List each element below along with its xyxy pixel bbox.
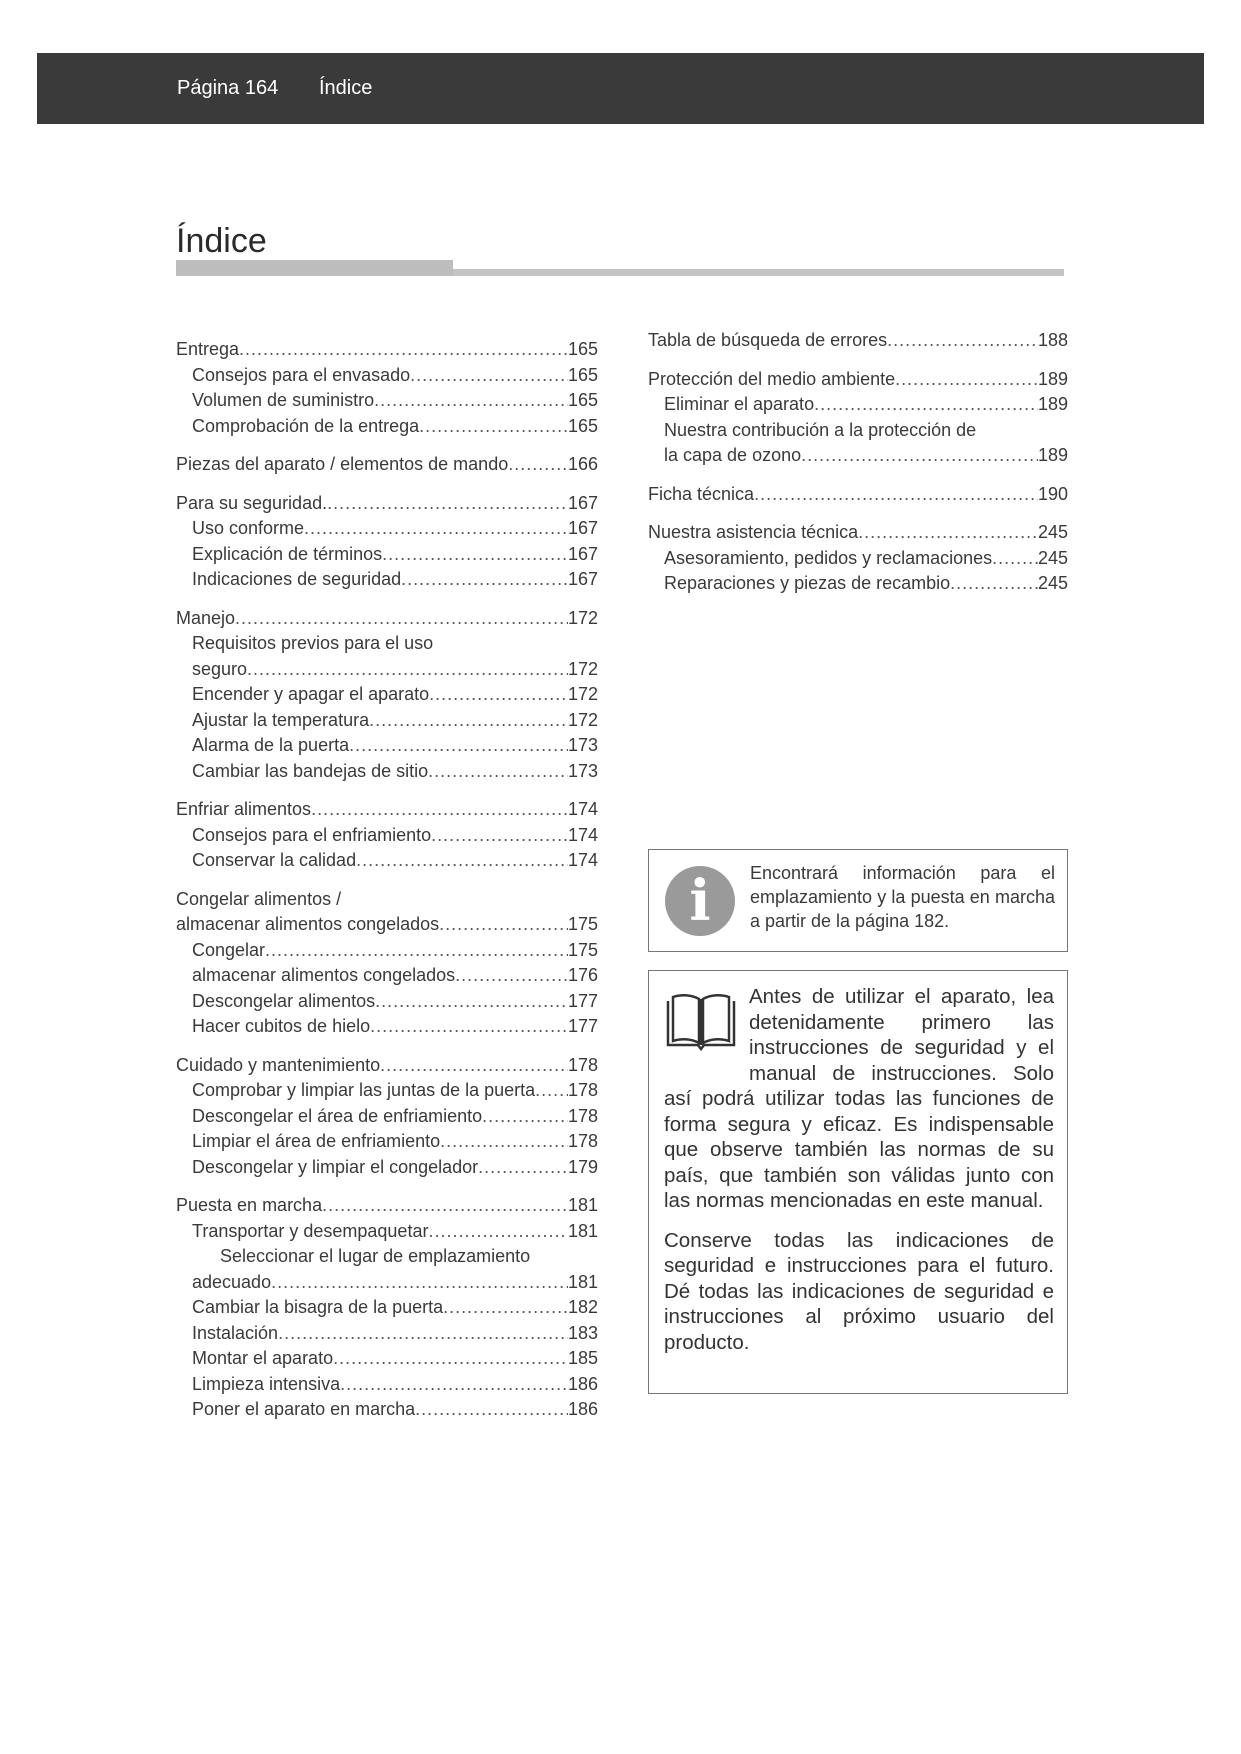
toc-entry-label: Congelar [192,939,266,960]
toc-entry-page: 182 [567,1297,598,1317]
toc-entry [176,1193,598,1219]
toc-entry-label: Reparaciones y piezas de recambio [664,573,951,593]
toc-entry-label: Hacer cubitos de hielo [192,1016,371,1036]
toc-leader-dots [439,912,568,938]
toc-entry-page: 181 [567,1220,598,1241]
toc-leader-dots [356,848,568,874]
toc-entry-page: 167 [567,492,598,513]
toc-leader-dots [235,606,568,632]
toc-entry-page: 167 [567,569,598,589]
toc-entry-page: 189 [1037,445,1068,465]
toc-entry-label: Asesoramiento, pedidos y reclamaciones [664,547,993,568]
toc-entry [176,759,598,785]
toc-entry-page: 165 [567,339,598,359]
toc-entry [176,567,598,593]
toc-entry-label: Conservar la calidad [192,850,357,870]
toc-entry-label: Alarma de la puerta [192,735,350,755]
toc-entry [176,1321,598,1347]
toc-entry [176,337,598,363]
toc-entry [176,491,598,517]
info-icon: i [665,866,735,936]
toc-entry-label: Seleccionar el lugar de emplazamiento [220,1246,531,1266]
toc-entry-page: 172 [567,658,598,679]
toc-entry-page: 167 [567,543,598,564]
toc-entry [176,1014,598,1040]
toc-entry [176,963,598,989]
toc-entry [176,708,598,734]
toc-entry-page: 245 [1037,547,1068,568]
toc-entry-label: Explicación de términos [192,543,383,564]
toc-leader-dots [322,1193,568,1219]
toc-entry-label: Comprobación de la entrega [192,415,420,436]
toc-leader-dots [428,1219,568,1245]
toc-entry [176,414,598,440]
toc-entry-page: 174 [567,824,598,845]
toc-entry [648,482,1068,508]
toc-entry [176,606,598,632]
safety-keep-instructions-paragraph: Conserve todas las indicaciones de seguridad e instrucciones para el futuro. Dé todas las indicaciones de seguridad e instrucciones al próximo usuario del producto. [664,1228,1054,1354]
toc-entry [176,848,598,874]
toc-entry-page: 173 [567,760,598,781]
toc-entry-label: Puesta en marcha [176,1195,323,1215]
toc-entry-label: Consejos para el enfriamiento [192,824,432,845]
toc-entry [648,520,1068,546]
toc-entry-page: 177 [567,1016,598,1036]
toc-entry-label: Entrega [176,339,240,359]
toc-entry [176,1346,598,1372]
toc-group [176,887,598,1040]
toc-entry-page: 176 [567,965,598,985]
toc-leader-dots [801,443,1038,469]
toc-entry [176,1129,598,1155]
toc-leader-dots [382,542,568,568]
toc-entry-label: Poner el aparato en marcha [192,1399,416,1419]
toc-entry-label: la capa de ozono [664,445,802,465]
toc-entry-label: Manejo [176,607,236,628]
toc-leader-dots [431,823,568,849]
toc-entry [648,392,1068,418]
toc-leader-dots [374,388,568,414]
toc-entry-label: almacenar alimentos congelados [192,965,456,985]
toc-entry-label: Limpieza intensiva [192,1373,341,1394]
toc-group [176,1193,598,1423]
toc-entry-page: 172 [567,684,598,704]
toc-leader-dots [428,759,568,785]
toc-entry [176,657,598,683]
toc-group [176,1053,598,1181]
toc-entry-page: 165 [567,364,598,385]
toc-group [176,337,598,439]
toc-leader-dots [349,733,568,759]
toc-entry [176,1295,598,1321]
toc-entry-label: Montar el aparato [192,1348,334,1368]
toc-entry [176,1244,598,1270]
toc-entry-label: Congelar alimentos / [176,888,342,909]
toc-entry [176,516,598,542]
toc-entry-page: 167 [567,518,598,538]
toc-entry-page: 175 [567,939,598,960]
toc-group [648,520,1068,597]
toc-column-right [648,328,1068,610]
toc-leader-dots [401,567,568,593]
toc-entry-page: 186 [567,1399,598,1419]
toc-leader-dots [239,337,568,363]
toc-entry-page: 186 [567,1373,598,1394]
toc-entry-label: Ficha técnica [648,483,755,504]
toc-leader-dots [415,1397,568,1423]
toc-entry-label: Enfriar alimentos [176,799,312,819]
toc-leader-dots [333,1346,568,1372]
toc-leader-dots [895,367,1038,393]
toc-entry [176,1155,598,1181]
toc-entry [648,367,1068,393]
toc-entry-label: Limpiar el área de enfriamiento [192,1131,441,1151]
toc-leader-dots [370,1014,568,1040]
toc-entry [176,1219,598,1245]
toc-entry [176,388,598,414]
toc-entry [176,989,598,1015]
safety-warning-box [648,970,1068,1394]
toc-entry-label: Volumen de suministro [192,390,375,410]
toc-entry-page: 181 [567,1195,598,1215]
toc-entry-label: Eliminar el aparato [664,394,815,414]
page-title: Índice [176,222,267,260]
toc-entry-label: almacenar alimentos congelados [176,914,440,934]
toc-entry-page: 166 [567,454,598,474]
toc-entry-page: 189 [1037,394,1068,414]
toc-entry-page: 178 [567,1131,598,1151]
toc-entry-page: 178 [567,1105,598,1126]
toc-entry-page: 172 [567,607,598,628]
toc-entry-page: 179 [567,1156,598,1177]
toc-group [648,482,1068,508]
toc-entry-page: 172 [567,709,598,730]
toc-entry [176,733,598,759]
toc-leader-dots [535,1078,568,1104]
toc-leader-dots [992,546,1038,572]
toc-leader-dots [278,1321,568,1347]
toc-entry-page: 181 [567,1271,598,1292]
toc-entry [176,631,598,657]
toc-entry-label: Instalación [192,1322,279,1343]
toc-leader-dots [754,482,1038,508]
toc-entry [176,1078,598,1104]
toc-leader-dots [327,491,568,517]
toc-entry-page: 177 [567,990,598,1011]
safety-warning-paragraph: Antes de utilizar el aparato, lea detenidamente primero las instrucciones de seguridad y el manual de instrucciones. Solo así podrá utilizar todas las funciones de forma segura y eficaz. Es indispensable que observe también las normas de su país, que también son válidas junto con las normas mencionadas en este manual. [664,985,1054,1212]
toc-leader-dots [265,938,568,964]
toc-entry-label: Protección del medio ambiente [648,368,896,389]
toc-group [176,491,598,593]
toc-entry [648,571,1068,597]
toc-entry-page: 174 [567,850,598,870]
toc-entry-label: Piezas del aparato / elementos de mando [176,454,509,474]
toc-entry-label: Nuestra asistencia técnica [648,522,859,542]
toc-entry [176,823,598,849]
toc-leader-dots [375,989,568,1015]
toc-entry [176,1397,598,1423]
toc-entry-label: Descongelar y limpiar el congelador [192,1156,479,1177]
toc-entry [176,363,598,389]
toc-entry [176,1372,598,1398]
toc-leader-dots [887,328,1038,354]
toc-entry-label: Comprobar y limpiar las juntas de la puerta [192,1080,536,1100]
info-note-box [648,849,1068,952]
toc-entry-label: Encender y apagar el aparato [192,684,430,704]
toc-entry-page: 190 [1037,483,1068,504]
toc-entry-page: 178 [567,1054,598,1075]
toc-entry [176,1270,598,1296]
toc-column-left [176,337,598,1436]
toc-leader-dots [247,657,568,683]
toc-group [648,328,1068,354]
toc-leader-dots [443,1295,568,1321]
toc-entry-label: Para su seguridad. [176,492,328,513]
toc-entry-label: adecuado [192,1271,272,1292]
header-section-title: Índice [319,77,373,99]
toc-leader-dots [478,1155,568,1181]
toc-entry-page: 183 [567,1322,598,1343]
toc-entry [176,887,598,913]
toc-group [648,367,1068,469]
toc-leader-dots [508,452,568,478]
toc-leader-dots [340,1372,568,1398]
toc-entry [648,328,1068,354]
toc-entry-label: Ajustar la temperatura [192,709,370,730]
toc-entry-label: Requisitos previos para el uso [192,633,434,653]
toc-entry-label: Cambiar la bisagra de la puerta [192,1297,444,1317]
toc-leader-dots [380,1053,568,1079]
toc-entry-label: seguro [192,658,248,679]
toc-entry-page: 165 [567,415,598,436]
toc-leader-dots [311,797,568,823]
toc-leader-dots [814,392,1038,418]
toc-entry [648,443,1068,469]
info-note-text: Encontrará información para el emplazamiento y la puesta en marcha a partir de la página 182. [750,863,1055,931]
toc-leader-dots [429,682,568,708]
toc-leader-dots [950,571,1038,597]
toc-entry-label: Cambiar las bandejas de sitio [192,760,429,781]
toc-entry [648,546,1068,572]
page-number: Página 164 [177,77,279,99]
toc-leader-dots [304,516,568,542]
toc-entry [176,452,598,478]
toc-entry-page: 178 [567,1080,598,1100]
toc-entry-label: Cuidado y mantenimiento [176,1054,381,1075]
toc-entry [176,1104,598,1130]
toc-entry-label: Indicaciones de seguridad [192,569,402,589]
toc-leader-dots [482,1104,568,1130]
toc-entry-page: 175 [567,914,598,934]
toc-entry-page: 189 [1037,368,1068,389]
toc-leader-dots [271,1270,568,1296]
toc-entry [648,418,1068,444]
toc-entry-label: Transportar y desempaquetar [192,1220,429,1241]
toc-entry [176,797,598,823]
toc-entry-page: 245 [1037,573,1068,593]
toc-leader-dots [410,363,568,389]
toc-entry-label: Consejos para el envasado [192,364,411,385]
toc-entry-page: 174 [567,799,598,819]
toc-entry [176,542,598,568]
toc-entry-label: Tabla de búsqueda de errores [648,330,888,350]
toc-entry-label: Uso conforme [192,518,305,538]
toc-leader-dots [440,1129,568,1155]
toc-entry [176,682,598,708]
toc-entry-label: Descongelar alimentos [192,990,376,1011]
toc-group [176,606,598,785]
toc-entry-page: 185 [567,1348,598,1368]
toc-leader-dots [369,708,568,734]
toc-group [176,452,598,478]
toc-entry-page: 173 [567,735,598,755]
toc-entry [176,1053,598,1079]
toc-leader-dots [858,520,1038,546]
toc-entry-label: Descongelar el área de enfriamiento [192,1105,483,1126]
toc-leader-dots [455,963,568,989]
toc-entry-page: 245 [1037,522,1068,542]
toc-entry-page: 165 [567,390,598,410]
toc-group [176,797,598,874]
toc-entry-label: Nuestra contribución a la protección de [664,419,977,440]
toc-entry [176,938,598,964]
toc-entry [176,912,598,938]
toc-entry-page: 188 [1037,330,1068,350]
toc-leader-dots [419,414,568,440]
page-header [37,53,1204,124]
title-underline-accent [176,260,453,276]
